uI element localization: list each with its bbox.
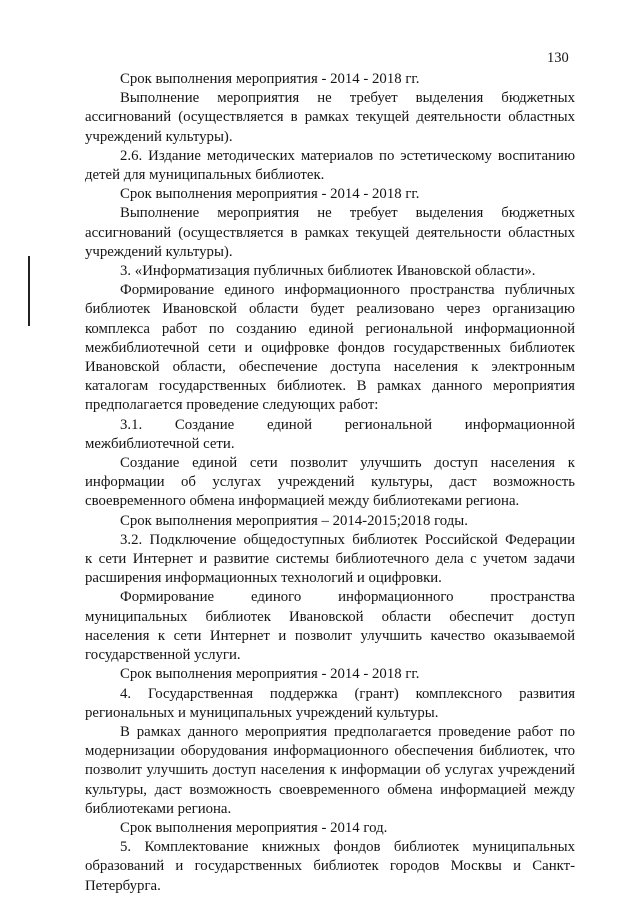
margin-mark xyxy=(28,256,30,326)
text-line: Петербурга. xyxy=(85,877,161,894)
text-line: 3.2. Подключение общедоступных библиотек Российской Федерации xyxy=(120,531,575,548)
paragraph-p17 xyxy=(85,838,575,896)
text-line: 3.1. Создание единой региональной информационной xyxy=(120,416,575,433)
text-line: государственной услуги. xyxy=(85,647,241,664)
text-line: Выполнение мероприятия не требует выделения бюджетных xyxy=(120,205,575,222)
paragraph-p5 xyxy=(85,204,575,262)
text-line: 2.6. Издание методических материалов по эстетическому воспитанию xyxy=(120,147,575,164)
text-line: модернизации оборудования информационного обеспечения библиотек, что xyxy=(85,743,575,760)
text-line: Срок выполнения мероприятия - 2014 - 2018 гг. xyxy=(120,186,420,203)
text-line: Срок выполнения мероприятия - 2014 - 2018 гг. xyxy=(120,666,420,683)
text-line: к сети Интернет и развитие системы библиотечного дела с учетом задачи xyxy=(85,551,575,568)
paragraph-p15 xyxy=(85,723,575,819)
text-line: Формирование единого информационного пространства публичных xyxy=(120,282,575,299)
text-line: расширения информационных технологий и оцифровки. xyxy=(85,570,442,587)
text-line: ассигнований (осуществляется в рамках текущей деятельности областных xyxy=(85,224,575,241)
text-line: детей для муниципальных библиотек. xyxy=(85,167,325,184)
text-line: библиотеками региона. xyxy=(85,800,232,817)
page-number: 130 xyxy=(547,50,569,66)
document-body xyxy=(85,70,575,896)
text-line: Срок выполнения мероприятия - 2014 - 2018 гг. xyxy=(120,71,420,87)
text-line: библиотек Ивановской области будет реализовано через организацию xyxy=(85,301,575,318)
text-line: населения к сети Интернет и позволит улучшить качество оказываемой xyxy=(85,627,575,644)
text-line: комплекса работ по созданию единой региональной информационной xyxy=(85,320,575,337)
text-line: региональных и муниципальных учреждений культуры. xyxy=(85,704,439,721)
text-line: В рамках данного мероприятия предполагается проведение работ по xyxy=(120,723,575,740)
paragraph-p2 xyxy=(85,89,575,147)
paragraph-p11 xyxy=(85,531,575,589)
text-line: образований и государственных библиотек городов Москвы и Санкт- xyxy=(85,858,575,875)
paragraph-p13 xyxy=(85,665,575,684)
paragraph-p10 xyxy=(85,512,575,531)
paragraph-p14 xyxy=(85,685,575,723)
paragraph-p3 xyxy=(85,147,575,185)
paragraph-p8 xyxy=(85,416,575,454)
text-line: культуры, даст возможность своевременного обмена информацией между xyxy=(85,781,575,798)
text-line: межбиблиотечной сети и оцифровке фондов государственных библиотек xyxy=(85,339,575,356)
text-line: своевременного обмена информацией между библиотеками региона. xyxy=(85,493,520,510)
text-line: предполагается проведение следующих работ: xyxy=(85,397,379,414)
text-line: Выполнение мероприятия не требует выделения бюджетных xyxy=(120,90,575,107)
text-line: Срок выполнения мероприятия – 2014-2015;2018 годы. xyxy=(120,512,468,529)
text-line: Создание единой сети позволит улучшить доступ населения к xyxy=(120,455,575,472)
paragraph-p7 xyxy=(85,281,575,415)
paragraph-p16 xyxy=(85,819,575,838)
text-line: Срок выполнения мероприятия - 2014 год. xyxy=(120,819,388,836)
text-line: Ивановской области, обеспечение доступа населения к электронным xyxy=(85,359,575,376)
text-line: учреждений культуры). xyxy=(85,128,233,145)
text-line: Формирование единого информационного пространства xyxy=(120,589,575,606)
text-line: 3. «Информатизация публичных библиотек Ивановской области». xyxy=(120,263,536,280)
text-line: позволит улучшить доступ населения к информации об услугах учреждений xyxy=(85,762,575,779)
text-line: 5. Комплектование книжных фондов библиотек муниципальных xyxy=(120,839,575,856)
text-line: межбиблиотечной сети. xyxy=(85,435,235,452)
paragraph-p12 xyxy=(85,588,575,665)
text-line: 4. Государственная поддержка (грант) комплексного развития xyxy=(120,685,575,702)
text-line: муниципальных библиотек Ивановской области обеспечит доступ xyxy=(85,608,575,625)
text-line: ассигнований (осуществляется в рамках текущей деятельности областных xyxy=(85,109,575,126)
paragraph-p6 xyxy=(85,262,575,281)
text-line: информации об услугах учреждений культуры, даст возможность xyxy=(85,474,575,491)
paragraph-p1 xyxy=(85,70,575,89)
paragraph-p4 xyxy=(85,185,575,204)
paragraph-p9 xyxy=(85,454,575,512)
text-line: каталогам государственных библиотек. В рамках данного мероприятия xyxy=(85,378,575,395)
text-line: учреждений культуры). xyxy=(85,243,233,260)
